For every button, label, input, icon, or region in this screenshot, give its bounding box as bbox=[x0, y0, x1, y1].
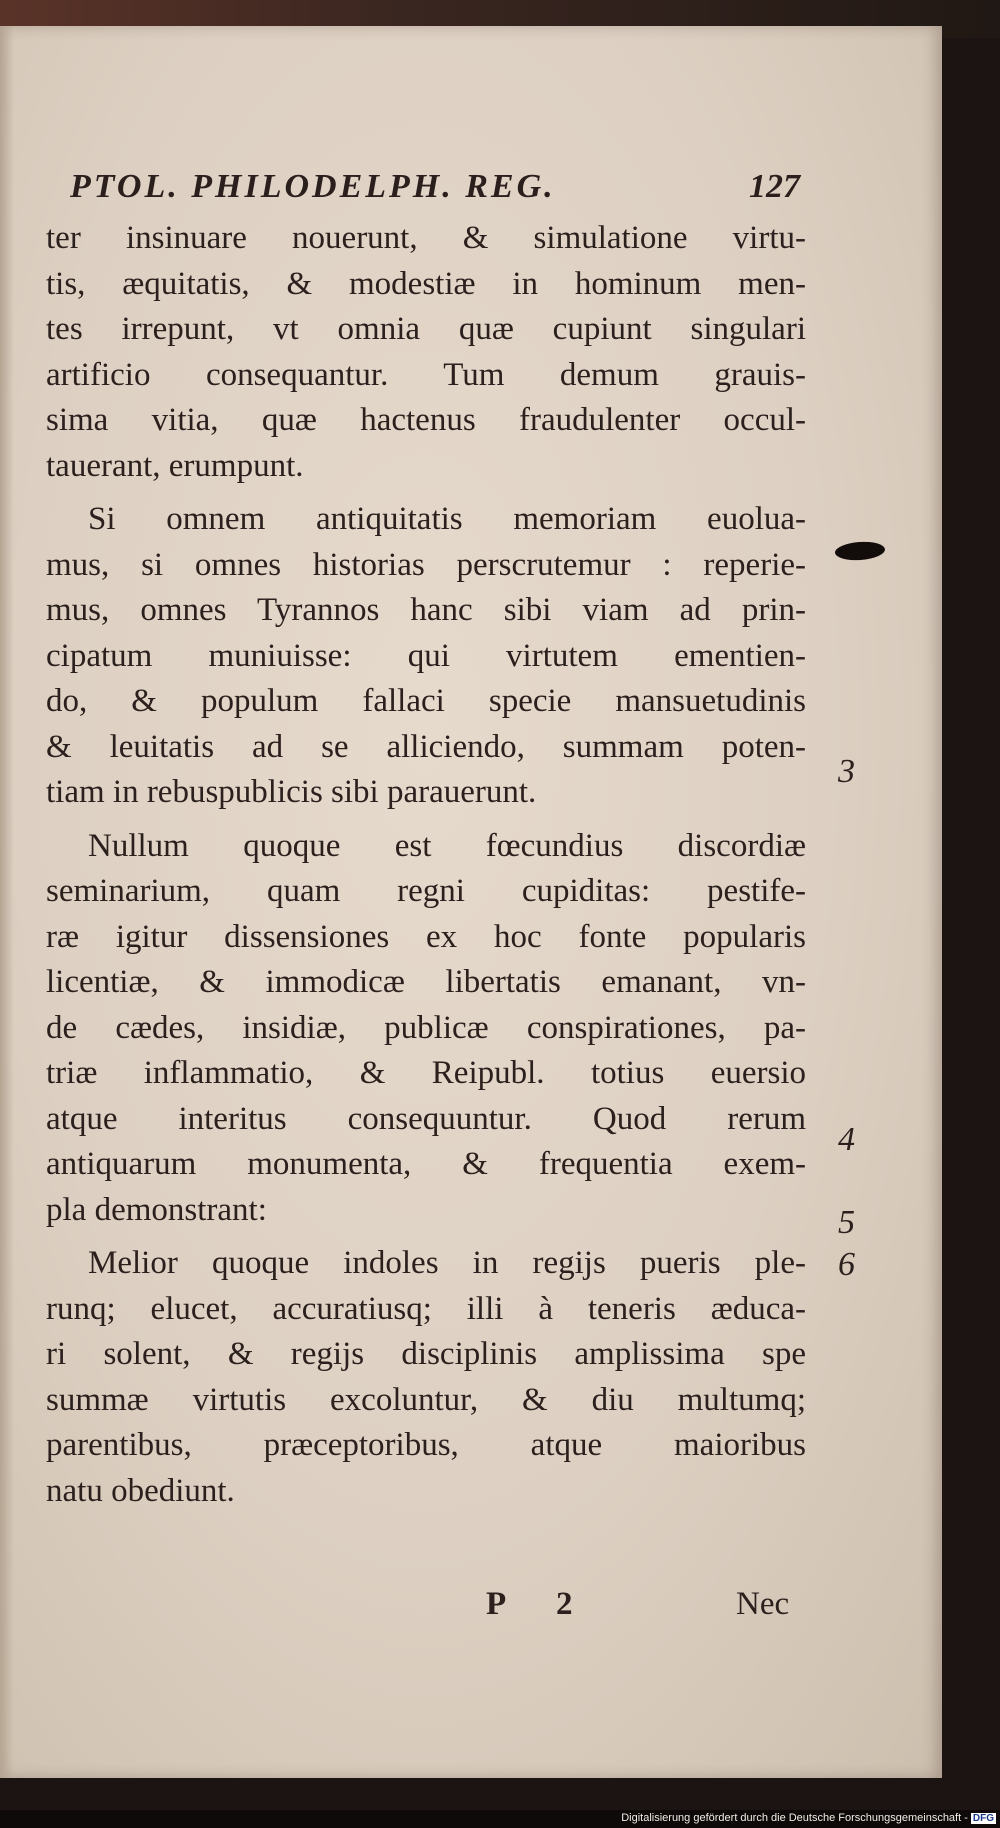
text-line: mus, si omnes historias perscrutemur : reperie- bbox=[46, 546, 806, 583]
text-line: ræ igitur dissensiones ex hoc fonte popularis bbox=[46, 918, 806, 955]
text-line: Nullum quoque est fœcundius discordiæ bbox=[88, 827, 806, 864]
text-line: Melior quoque indoles in regijs pueris ple- bbox=[88, 1245, 806, 1281]
ink-blot-mark bbox=[834, 540, 885, 561]
paragraph bbox=[46, 497, 806, 816]
margin-note: 4 bbox=[838, 1121, 855, 1158]
text-line: summæ virtutis excoluntur, & diu multumq; bbox=[46, 1381, 806, 1418]
footer-credit-text: Digitalisierung gefördert durch die Deutsche Forschungsgemeinschaft - bbox=[621, 1812, 968, 1824]
text-line: licentiæ, & immodicæ libertatis emanant, vn- bbox=[46, 964, 806, 1000]
paragraph bbox=[46, 216, 806, 489]
text-line: artificio consequantur. Tum demum grauis- bbox=[46, 356, 806, 393]
margin-note: 3 bbox=[838, 753, 855, 790]
text-line: tiam in rebuspublicis sibi parauerunt. bbox=[46, 774, 537, 810]
catchword: Nec bbox=[736, 1586, 790, 1622]
text-line: tis, æquitatis, & modestiæ in hominum men- bbox=[46, 265, 806, 302]
page-gutter-shadow bbox=[0, 26, 14, 1778]
running-head bbox=[70, 168, 800, 206]
text-line: sima vitia, quæ hactenus fraudulenter occul- bbox=[46, 402, 806, 438]
text-line: Si omnem antiquitatis memoriam euolua- bbox=[88, 501, 806, 537]
paragraph-gap bbox=[46, 1233, 806, 1241]
dfg-logo: DFG bbox=[972, 1813, 994, 1824]
running-head-title: PTOL. PHILODELPH. REG. bbox=[70, 168, 556, 205]
book-page bbox=[0, 26, 942, 1778]
text-line: seminarium, quam regni cupiditas: pestife- bbox=[46, 873, 806, 909]
text-line: ter insinuare nouerunt, & simulatione virtu- bbox=[46, 220, 806, 256]
paragraph-gap bbox=[46, 816, 806, 824]
text-line: pla demonstrant: bbox=[46, 1191, 267, 1228]
text-line: atque interitus consequuntur. Quod rerum bbox=[46, 1100, 806, 1137]
page-number: 127 bbox=[749, 168, 800, 205]
text-line: triæ inflammatio, & Reipubl. totius euersio bbox=[46, 1055, 806, 1091]
signature-mark: P bbox=[486, 1586, 507, 1622]
text-line: do, & populum fallaci specie mansuetudinis bbox=[46, 683, 806, 719]
text-line: tes irrepunt, vt omnia quæ cupiunt singulari bbox=[46, 311, 806, 347]
paragraph-gap bbox=[46, 489, 806, 497]
text-line: mus, omnes Tyrannos hanc sibi viam ad prin- bbox=[46, 592, 806, 628]
text-line: ri solent, & regijs disciplinis amplissima spe bbox=[46, 1336, 806, 1372]
paragraph bbox=[46, 1241, 806, 1514]
text-line: tauerant, erumpunt. bbox=[46, 447, 304, 484]
paragraph bbox=[46, 824, 806, 1234]
text-line: antiquarum monumenta, & frequentia exem- bbox=[46, 1146, 806, 1182]
text-line: parentibus, præceptoribus, atque maioribus bbox=[46, 1427, 806, 1463]
footer-credit bbox=[621, 1812, 996, 1824]
text-line: runq; elucet, accuratiusq; illi à teneris æduca- bbox=[46, 1290, 806, 1327]
text-line: de cædes, insidiæ, publicæ conspirationes, pa- bbox=[46, 1009, 806, 1046]
paragraph-list bbox=[46, 216, 806, 1514]
margin-note: 5 bbox=[838, 1204, 855, 1241]
text-line: cipatum muniuisse: qui virtutem ementien- bbox=[46, 637, 806, 674]
catchline bbox=[46, 1586, 806, 1636]
text-line: & leuitatis ad se alliciendo, summam poten- bbox=[46, 728, 806, 765]
text-line: natu obediunt. bbox=[46, 1472, 235, 1509]
margin-note: 6 bbox=[838, 1246, 855, 1283]
signature-number: 2 bbox=[556, 1586, 573, 1622]
